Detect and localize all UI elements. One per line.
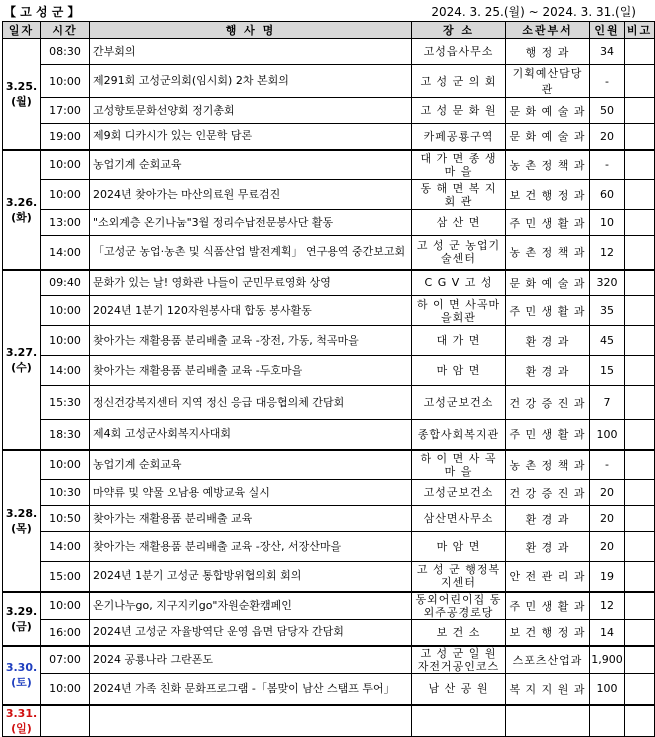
attendance-cell: 1,900 xyxy=(590,646,625,674)
event-name-cell: 2024년 고성군 자율방역단 운영 읍면 담당자 간담회 xyxy=(90,620,412,646)
place-cell: 고 성 군 일 원 자전거공인코스 xyxy=(412,646,506,674)
note-cell xyxy=(625,236,655,270)
date-cell xyxy=(3,39,41,150)
time-cell: 10:00 xyxy=(41,296,90,326)
event-name-cell: 2024년 가족 친화 문화프로그램 -「봄맞이 남산 스탬프 투어」 xyxy=(90,673,412,705)
place-cell xyxy=(412,705,506,737)
place-cell: 마 암 면 xyxy=(412,532,506,562)
note-cell xyxy=(625,480,655,506)
column-header-note: 비고 xyxy=(625,22,655,39)
date-cell xyxy=(3,592,41,646)
attendance-cell: - xyxy=(590,65,625,98)
event-name-cell: 「고성군 농업·농촌 및 식품산업 발전계획」 연구용역 중간보고회 xyxy=(90,236,412,270)
place-cell: 고 성 문 화 원 xyxy=(412,98,506,124)
attendance-cell: 100 xyxy=(590,420,625,450)
attendance-cell: 12 xyxy=(590,236,625,270)
place-cell: 대 가 면 종 생 마 을 xyxy=(412,150,506,180)
department-cell: 농 촌 정 책 과 xyxy=(506,150,590,180)
department-cell: 문 화 예 술 과 xyxy=(506,98,590,124)
table-row xyxy=(3,506,655,532)
attendance-cell: 35 xyxy=(590,296,625,326)
event-name-cell: 정신건강복지센터 지역 정신 응급 대응협의체 간담회 xyxy=(90,386,412,420)
table-row xyxy=(3,562,655,592)
table-row xyxy=(3,646,655,674)
weekday-label: (수) xyxy=(11,360,32,374)
attendance-cell xyxy=(590,705,625,737)
table-row xyxy=(3,420,655,450)
attendance-cell: 45 xyxy=(590,326,625,356)
time-cell: 17:00 xyxy=(41,98,90,124)
date-label: 3.30. xyxy=(5,661,38,675)
table-row xyxy=(3,98,655,124)
note-cell xyxy=(625,506,655,532)
time-cell: 10:00 xyxy=(41,673,90,705)
table-row xyxy=(3,450,655,480)
time-cell: 15:30 xyxy=(41,386,90,420)
time-cell: 10:00 xyxy=(41,180,90,210)
event-name-cell: 농업기계 순회교육 xyxy=(90,150,412,180)
time-cell: 10:30 xyxy=(41,480,90,506)
note-cell xyxy=(625,356,655,386)
time-cell: 10:00 xyxy=(41,65,90,98)
time-cell: 15:00 xyxy=(41,562,90,592)
department-cell: 환 경 과 xyxy=(506,326,590,356)
column-header-event: 행 사 명 xyxy=(90,22,412,39)
schedule-table xyxy=(2,21,655,737)
place-cell: 남 산 공 원 xyxy=(412,673,506,705)
note-cell xyxy=(625,705,655,737)
event-name-cell: 제291회 고성군의회(임시회) 2차 본회의 xyxy=(90,65,412,98)
time-cell: 09:40 xyxy=(41,270,90,296)
note-cell xyxy=(625,296,655,326)
department-cell: 주 민 생 활 과 xyxy=(506,210,590,236)
attendance-cell: 20 xyxy=(590,532,625,562)
note-cell xyxy=(625,646,655,674)
attendance-cell: 12 xyxy=(590,592,625,620)
place-cell: 종합사회복지관 xyxy=(412,420,506,450)
note-cell xyxy=(625,39,655,65)
attendance-cell: 100 xyxy=(590,673,625,705)
department-cell: 환 경 과 xyxy=(506,506,590,532)
attendance-cell: 20 xyxy=(590,124,625,150)
department-cell: 문 화 예 술 과 xyxy=(506,270,590,296)
table-row xyxy=(3,356,655,386)
note-cell xyxy=(625,124,655,150)
event-name-cell: "소외계층 온기나눔"3월 정리수납전문봉사단 활동 xyxy=(90,210,412,236)
department-cell: 주 민 생 활 과 xyxy=(506,420,590,450)
place-cell: 고성군보건소 xyxy=(412,386,506,420)
table-row xyxy=(3,480,655,506)
time-cell: 14:00 xyxy=(41,236,90,270)
event-name-cell: 2024 공룡나라 그란폰도 xyxy=(90,646,412,674)
place-cell: 마 암 면 xyxy=(412,356,506,386)
event-name-cell: 간부회의 xyxy=(90,39,412,65)
date-label: 3.26. xyxy=(5,195,38,209)
event-name-cell: 온기나누go, 지구지키go"자원순환캠페인 xyxy=(90,592,412,620)
time-cell: 18:30 xyxy=(41,420,90,450)
schedule-body xyxy=(3,39,655,737)
date-label: 3.29. xyxy=(5,604,38,618)
attendance-cell: 19 xyxy=(590,562,625,592)
place-cell: 고 성 군 농업기술센터 xyxy=(412,236,506,270)
table-row xyxy=(3,150,655,180)
table-row xyxy=(3,180,655,210)
weekday-label: (월) xyxy=(11,94,32,108)
note-cell xyxy=(625,98,655,124)
attendance-cell: 14 xyxy=(590,620,625,646)
place-cell: 삼 산 면 xyxy=(412,210,506,236)
note-cell xyxy=(625,326,655,356)
time-cell: 07:00 xyxy=(41,646,90,674)
place-cell: 하 이 면 사곡마을회관 xyxy=(412,296,506,326)
table-row xyxy=(3,296,655,326)
weekday-label: (금) xyxy=(11,619,32,633)
time-cell: 10:00 xyxy=(41,150,90,180)
attendance-cell: 34 xyxy=(590,39,625,65)
event-name-cell: 2024년 1분기 고성군 통합방위협의회 회의 xyxy=(90,562,412,592)
table-row xyxy=(3,386,655,420)
department-cell: 농 촌 정 책 과 xyxy=(506,450,590,480)
attendance-cell: 20 xyxy=(590,506,625,532)
attendance-cell: - xyxy=(590,150,625,180)
event-name-cell: 마약류 및 약물 오남용 예방교육 실시 xyxy=(90,480,412,506)
event-name-cell: 제4회 고성군사회복지사대회 xyxy=(90,420,412,450)
department-cell: 복 지 지 원 과 xyxy=(506,673,590,705)
date-cell xyxy=(3,150,41,270)
page-header xyxy=(0,0,640,21)
department-cell: 환 경 과 xyxy=(506,532,590,562)
attendance-cell: 15 xyxy=(590,356,625,386)
time-cell: 13:00 xyxy=(41,210,90,236)
place-cell: 동 해 면 복 지 회 관 xyxy=(412,180,506,210)
department-cell: 문 화 예 술 과 xyxy=(506,124,590,150)
time-cell: 08:30 xyxy=(41,39,90,65)
date-cell xyxy=(3,705,41,737)
table-row xyxy=(3,620,655,646)
column-header-time: 시간 xyxy=(41,22,90,39)
weekday-label: (일) xyxy=(11,722,32,735)
date-label: 3.28. xyxy=(5,506,38,520)
event-name-cell xyxy=(90,705,412,737)
attendance-cell: 60 xyxy=(590,180,625,210)
event-name-cell: 문화가 있는 날! 영화관 나들이 군민무료영화 상영 xyxy=(90,270,412,296)
event-name-cell: 제9회 디카시가 있는 인문학 담론 xyxy=(90,124,412,150)
weekday-label: (목) xyxy=(11,521,32,535)
attendance-cell: 10 xyxy=(590,210,625,236)
department-cell: 스포츠산업과 xyxy=(506,646,590,674)
date-cell xyxy=(3,646,41,706)
time-cell: 10:00 xyxy=(41,326,90,356)
note-cell xyxy=(625,270,655,296)
time-cell: 10:00 xyxy=(41,592,90,620)
time-cell: 16:00 xyxy=(41,620,90,646)
period-range: 2024. 3. 25.(월) ~ 2024. 3. 31.(일) xyxy=(431,5,636,19)
place-cell: 고 성 군 행정복지센터 xyxy=(412,562,506,592)
department-cell: 행 정 과 xyxy=(506,39,590,65)
time-cell xyxy=(41,705,90,737)
event-name-cell: 찾아가는 재활용품 분리배출 교육 xyxy=(90,506,412,532)
place-cell: 하 이 면 사 곡 마 을 xyxy=(412,450,506,480)
attendance-cell: - xyxy=(590,450,625,480)
event-name-cell: 2024년 찾아가는 마산의료원 무료검진 xyxy=(90,180,412,210)
event-name-cell: 찾아가는 재활용품 분리배출 교육 -장전, 가동, 척곡마을 xyxy=(90,326,412,356)
note-cell xyxy=(625,386,655,420)
table-row xyxy=(3,65,655,98)
date-label: 3.25. xyxy=(5,79,38,93)
attendance-cell: 320 xyxy=(590,270,625,296)
department-cell: 건 강 증 진 과 xyxy=(506,386,590,420)
department-cell: 주 민 생 활 과 xyxy=(506,592,590,620)
note-cell xyxy=(625,65,655,98)
table-row xyxy=(3,39,655,65)
place-cell: 고성읍사무소 xyxy=(412,39,506,65)
department-cell: 보 건 행 정 과 xyxy=(506,180,590,210)
weekday-label: (화) xyxy=(11,210,32,224)
place-cell: 삼산면사무소 xyxy=(412,506,506,532)
table-row xyxy=(3,270,655,296)
table-row xyxy=(3,592,655,620)
region-title: 【 고 성 군 】 xyxy=(4,5,80,19)
date-cell xyxy=(3,450,41,592)
column-header-count: 인원 xyxy=(590,22,625,39)
place-cell: 보 건 소 xyxy=(412,620,506,646)
department-cell: 보 건 행 정 과 xyxy=(506,620,590,646)
table-row xyxy=(3,210,655,236)
event-name-cell: 찾아가는 재활용품 분리배출 교육 -장산, 서장산마을 xyxy=(90,532,412,562)
place-cell: 고 성 군 의 회 xyxy=(412,65,506,98)
note-cell xyxy=(625,180,655,210)
note-cell xyxy=(625,532,655,562)
department-cell: 안 전 관 리 과 xyxy=(506,562,590,592)
attendance-cell: 7 xyxy=(590,386,625,420)
column-header-place: 장 소 xyxy=(412,22,506,39)
time-cell: 10:50 xyxy=(41,506,90,532)
note-cell xyxy=(625,420,655,450)
time-cell: 14:00 xyxy=(41,532,90,562)
department-cell: 건 강 증 진 과 xyxy=(506,480,590,506)
event-name-cell: 농업기계 순회교육 xyxy=(90,450,412,480)
header-row xyxy=(3,22,655,39)
note-cell xyxy=(625,620,655,646)
table-row xyxy=(3,124,655,150)
place-cell: 고성군보건소 xyxy=(412,480,506,506)
event-name-cell: 찾아가는 재활용품 분리배출 교육 -두호마을 xyxy=(90,356,412,386)
column-header-date: 일자 xyxy=(3,22,41,39)
note-cell xyxy=(625,150,655,180)
department-cell: 주 민 생 활 과 xyxy=(506,296,590,326)
note-cell xyxy=(625,210,655,236)
table-row xyxy=(3,236,655,270)
note-cell xyxy=(625,592,655,620)
date-cell xyxy=(3,270,41,450)
attendance-cell: 50 xyxy=(590,98,625,124)
note-cell xyxy=(625,562,655,592)
department-cell: 기획예산담당관 xyxy=(506,65,590,98)
place-cell: 카페공룡구역 xyxy=(412,124,506,150)
note-cell xyxy=(625,450,655,480)
time-cell: 10:00 xyxy=(41,450,90,480)
note-cell xyxy=(625,673,655,705)
column-header-dept: 소관부서 xyxy=(506,22,590,39)
table-row xyxy=(3,673,655,705)
table-row xyxy=(3,326,655,356)
table-row xyxy=(3,532,655,562)
attendance-cell: 20 xyxy=(590,480,625,506)
department-cell: 농 촌 정 책 과 xyxy=(506,236,590,270)
place-cell: C G V 고 성 xyxy=(412,270,506,296)
weekday-label: (토) xyxy=(11,676,32,690)
department-cell: 환 경 과 xyxy=(506,356,590,386)
place-cell: 대 가 면 xyxy=(412,326,506,356)
table-row xyxy=(3,705,655,737)
time-cell: 14:00 xyxy=(41,356,90,386)
department-cell xyxy=(506,705,590,737)
date-label: 3.27. xyxy=(5,345,38,359)
time-cell: 19:00 xyxy=(41,124,90,150)
date-label: 3.31. xyxy=(5,707,38,720)
event-name-cell: 2024년 1분기 120자원봉사대 합동 봉사활동 xyxy=(90,296,412,326)
place-cell: 동외어린이집 동외주공경로당 xyxy=(412,592,506,620)
event-name-cell: 고성향토문화선양회 정기총회 xyxy=(90,98,412,124)
